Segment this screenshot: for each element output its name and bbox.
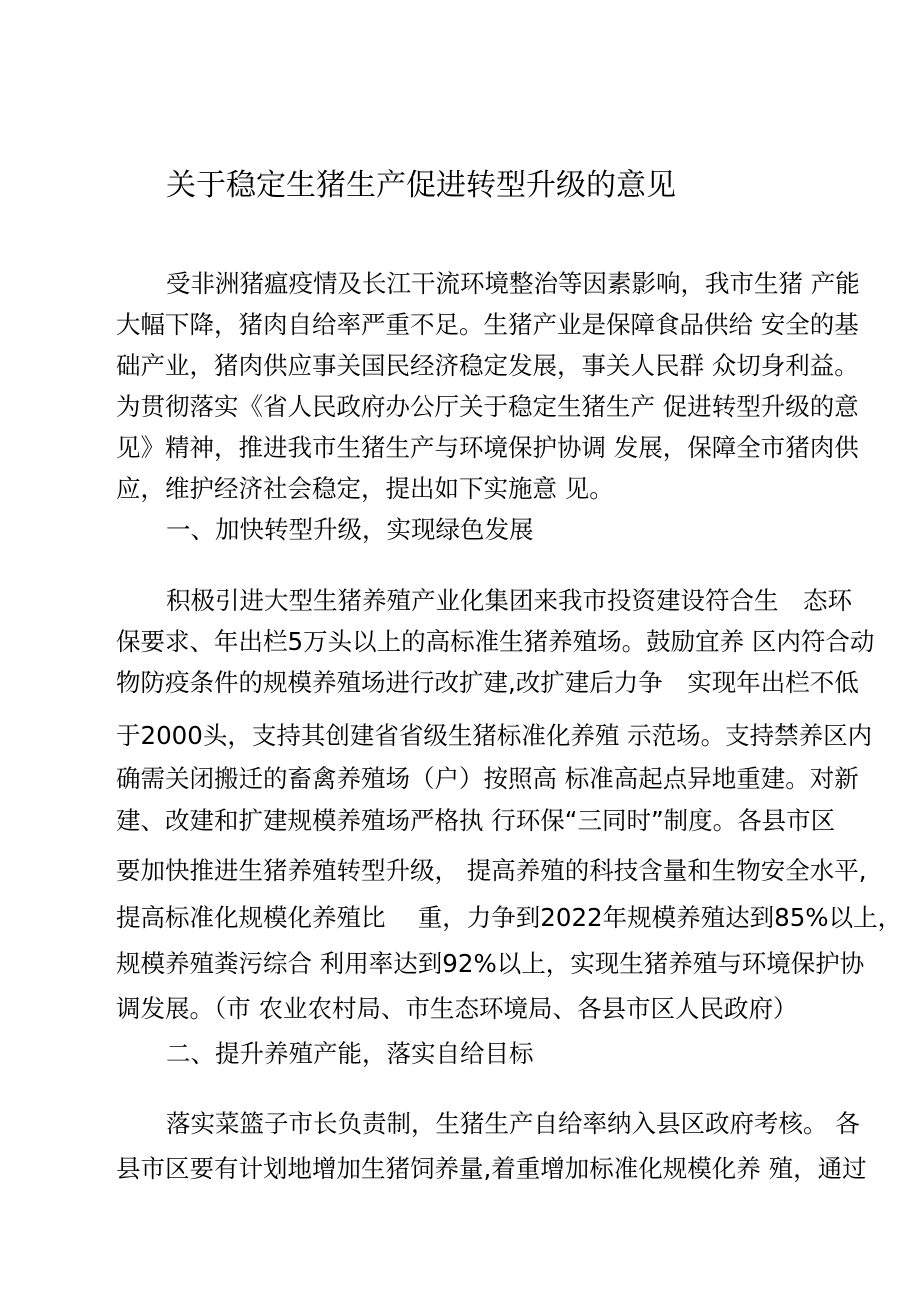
paragraph-line: 调发展。（市 农业农村局、市生态环境局、各县市区人民政府） <box>116 994 798 1023</box>
document-title: 关于稳定生猪生产促进转型升级的意见 <box>166 168 676 203</box>
paragraph-line: 受非洲猪瘟疫情及长江干流环境整治等因素影响，我市生猪 产能 <box>166 269 860 298</box>
paragraph-line: 物防疫条件的规模养殖场进行改扩建,改扩建后力争 实现年出栏不低 <box>116 668 859 697</box>
paragraph-line: 见》精神，推进我市生猪生产与环境保护协调 发展，保障全市猪肉供 <box>116 433 859 462</box>
paragraph-line: 建、改建和扩建规模养殖场严格执 行环保“三同时”制度。各县市区 <box>116 806 836 835</box>
paragraph-line: 大幅下降，猪肉自给率严重不足。生猪产业是保障食品供给 安全的基 <box>116 310 859 339</box>
section-heading: 一、加快转型升级，实现绿色发展 <box>166 515 534 544</box>
paragraph-line: 县市区要有计划地增加生猪饲养量,着重增加标准化规模化养 殖，通过 <box>116 1154 867 1183</box>
paragraph-line: 为贯彻落实《省人民政府办公厅关于稳定生猪生产 促进转型升级的意 <box>116 392 859 421</box>
paragraph-line: 保要求、年出栏5万头以上的高标准生猪养殖场。鼓励宜养 区内符合动 <box>116 627 875 656</box>
paragraph-line: 于2000头，支持其创建省省级生猪标准化养殖 示范场。支持禁养区内 <box>116 721 873 750</box>
paragraph-line: 规模养殖粪污综合 利用率达到92%以上，实现生猪养殖与环境保护协 <box>116 949 865 978</box>
paragraph-line: 落实菜篮子市长负责制，生猪生产自给率纳入县区政府考核。 各 <box>166 1109 860 1138</box>
paragraph-line: 积极引进大型生猪养殖产业化集团来我市投资建设符合生 态环 <box>166 586 852 615</box>
paragraph-line: 提高标准化规模化养殖比 重，力争到2022年规模养殖达到85%以上， <box>116 903 903 932</box>
section-heading: 二、提升养殖产能，落实自给目标 <box>166 1039 534 1068</box>
paragraph-line: 应，维护经济社会稳定，提出如下实施意 见。 <box>116 474 614 503</box>
paragraph-line: 确需关闭搬迁的畜禽养殖场（户）按照高 标准高起点异地重建。对新 <box>116 764 859 793</box>
paragraph-line: 要加快推进生猪养殖转型升级， 提高养殖的科技含量和生物安全水平, <box>116 856 867 885</box>
paragraph-line: 础产业，猪肉供应事关国民经济稳定发展，事关人民群 众切身利益。 <box>116 351 859 380</box>
